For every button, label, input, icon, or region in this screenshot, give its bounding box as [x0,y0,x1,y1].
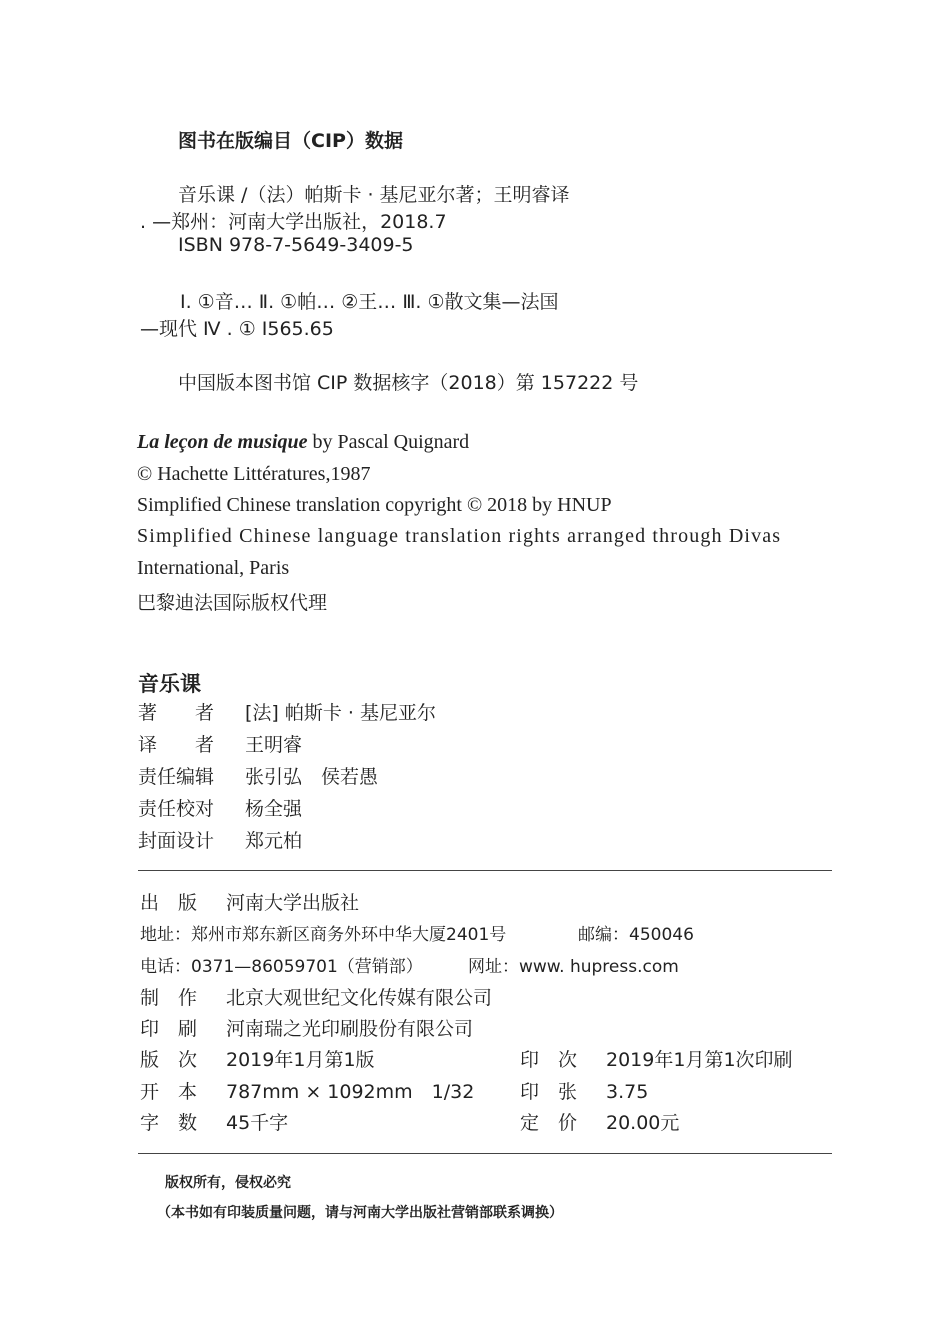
credit-label: 责任校对 [138,798,215,820]
original-author: by Pascal Quignard [307,431,470,453]
edition-label: 版 次 [140,1049,198,1071]
printing-value: 2019年1月第1次印刷 [606,1049,793,1071]
credit-proofreader [138,794,302,821]
sheets-row [520,1077,648,1104]
phone-label: 电话： [140,957,191,977]
printing-label: 印 次 [520,1049,578,1071]
cip-heading: 图书在版编目（CIP）数据 [178,130,403,152]
price-label: 定 价 [520,1112,578,1134]
cip-line-approval: 中国版本图书馆 CIP 数据核字（2018）第 157222 号 [178,372,639,394]
divider-bottom [138,1153,832,1154]
cip-line-title: 音乐课 /（法）帕斯卡 · 基尼亚尔著；王明睿译 [178,184,570,206]
book-title: 音乐课 [138,672,201,696]
edition-value: 2019年1月第1版 [226,1049,375,1071]
address-value: 郑州市郑东新区商务外环中华大厦2401号 [191,925,507,945]
rights-notice: 版权所有，侵权必究 [165,1175,291,1191]
quality-notice: （本书如有印装质量问题，请与河南大学出版社营销部联系调换） [157,1205,563,1221]
website-value: www. hupress.com [519,957,679,977]
producer-row [140,983,492,1010]
postcode-row [578,920,694,945]
publisher-row [140,888,359,915]
cip-line-isbn: ISBN 978-7-5649-3409-5 [178,234,414,256]
credit-value: 郑元柏 [245,830,303,852]
price-value: 20.00元 [606,1112,680,1134]
words-value: 45千字 [226,1112,289,1134]
copyright-original: © Hachette Littératures,1987 [137,463,371,485]
printer-value: 河南瑞之光印刷股份有限公司 [226,1018,474,1040]
credit-value: 杨全强 [245,798,303,820]
credit-translator [138,730,302,757]
publisher-value: 河南大学出版社 [226,892,360,914]
credit-value: [法] 帕斯卡 · 基尼亚尔 [245,702,436,724]
postcode-value: 450046 [629,925,694,945]
credit-label: 责任编辑 [138,766,215,788]
credit-editor [138,762,378,789]
website-label: 网址： [468,957,519,977]
divider-top [138,870,832,871]
credit-label: 译 者 [138,734,215,756]
copyright-translation: Simplified Chinese translation copyright © 2018 by HNUP [137,494,612,516]
original-title: La leçon de musique [137,431,308,453]
phone-value: 0371—86059701（营销部） [191,957,423,977]
credit-author [138,698,436,725]
credit-label: 封面设计 [138,830,215,852]
sheets-value: 3.75 [606,1081,649,1103]
printer-label: 印 刷 [140,1018,198,1040]
credit-cover-design [138,826,302,853]
credit-value: 王明睿 [245,734,303,756]
phone-row [140,952,423,977]
words-label: 字 数 [140,1112,198,1134]
producer-value: 北京大观世纪文化传媒有限公司 [226,987,493,1009]
publisher-label: 出 版 [140,892,198,914]
sheets-label: 印 张 [520,1081,578,1103]
address-label: 地址： [140,925,191,945]
format-row [140,1077,474,1104]
address-row [140,920,506,945]
website-row [468,952,679,977]
original-title-line [137,431,469,454]
postcode-label: 邮编： [578,925,629,945]
producer-label: 制 作 [140,987,198,1009]
price-row [520,1108,679,1135]
words-row [140,1108,288,1135]
printing-row [520,1045,793,1072]
credit-value: 张引弘 侯若愚 [245,766,379,788]
credit-label: 著 者 [138,702,215,724]
cip-line-classification-cont: —现代 Ⅳ . ① I565.65 [140,318,334,340]
copyright-rights-cont: International, Paris [137,557,290,579]
cip-line-publisher: . —郑州：河南大学出版社，2018.7 [140,211,447,233]
format-value: 787mm × 1092mm 1/32 [226,1081,475,1103]
copyright-rights: Simplified Chinese language translation rights arranged through Divas [137,525,782,547]
edition-row [140,1045,375,1072]
copyright-agency: 巴黎迪法国际版权代理 [137,592,328,614]
printer-row [140,1014,473,1041]
format-label: 开 本 [140,1081,198,1103]
cip-line-classification: Ⅰ. ①音… Ⅱ. ①帕… ②王… Ⅲ. ①散文集—法国 [180,291,559,313]
